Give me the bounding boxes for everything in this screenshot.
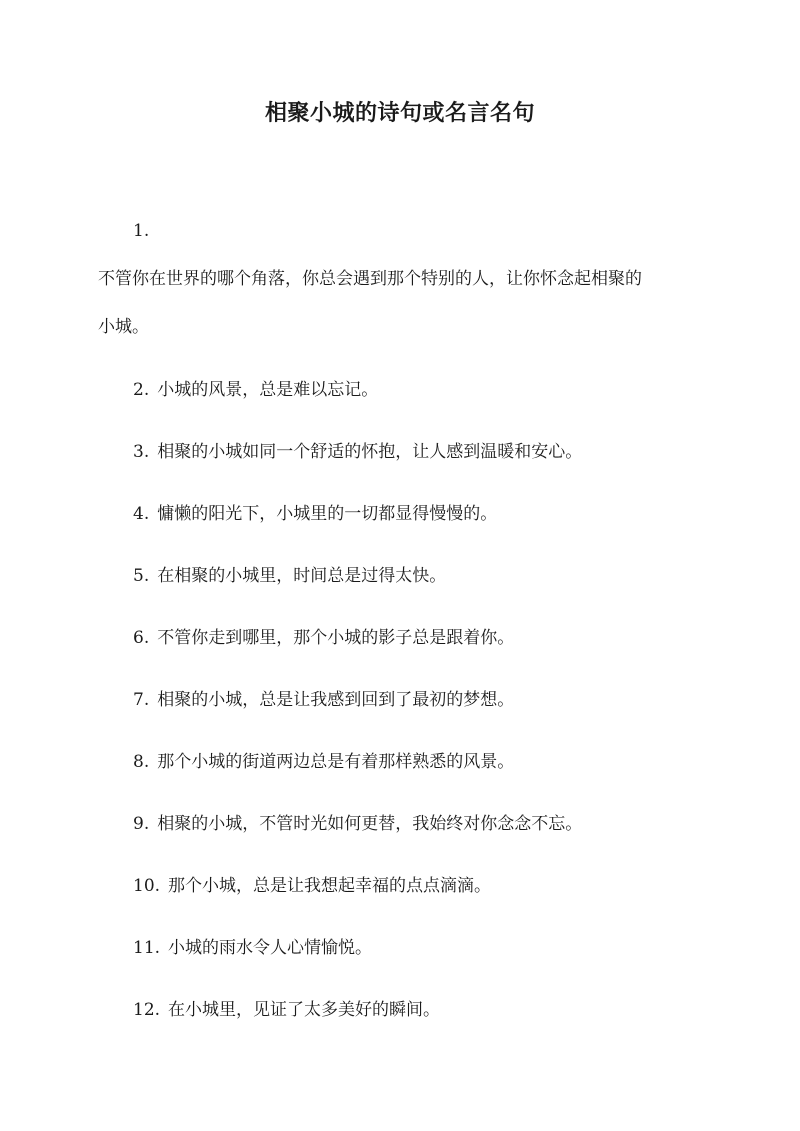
list-item bbox=[133, 688, 514, 712]
list-item bbox=[133, 502, 497, 526]
list-item-text: 相聚的小城，不管时光如何更替，我始终对你念念不忘。 bbox=[157, 814, 583, 834]
list-item-text: 小城的雨水令人心情愉悦。 bbox=[168, 938, 373, 958]
list-item bbox=[133, 750, 514, 774]
list-item-text: 在小城里，见证了太多美好的瞬间。 bbox=[168, 1000, 441, 1020]
list-item bbox=[133, 812, 582, 836]
list-item bbox=[133, 874, 491, 898]
list-item-number: 3. bbox=[133, 442, 150, 462]
list-item bbox=[133, 626, 514, 650]
list-item bbox=[133, 998, 440, 1022]
list-item-number: 4. bbox=[133, 504, 150, 524]
list-item-number: 11. bbox=[133, 938, 161, 958]
list-item bbox=[133, 378, 378, 402]
list-item-text: 小城的风景，总是难以忘记。 bbox=[157, 380, 379, 400]
list-item-number: 2. bbox=[133, 380, 150, 400]
list-item-text: 相聚的小城，总是让我感到回到了最初的梦想。 bbox=[157, 690, 515, 710]
list-item bbox=[133, 440, 582, 464]
list-item-number: 1. bbox=[133, 221, 150, 241]
document-title: 相聚小城的诗句或名言名句 bbox=[264, 100, 535, 126]
list-item-text: 相聚的小城如同一个舒适的怀抱，让人感到温暖和安心。 bbox=[157, 442, 583, 462]
list-item-number: 12. bbox=[133, 1000, 161, 1020]
list-item-text: 那个小城，总是让我想起幸福的点点滴滴。 bbox=[168, 876, 492, 896]
list-item-text: 不管你走到哪里，那个小城的影子总是跟着你。 bbox=[157, 628, 515, 648]
list-item-number: 6. bbox=[133, 628, 150, 648]
list-item-number: 7. bbox=[133, 690, 150, 710]
list-item-text: 小城。 bbox=[98, 317, 149, 337]
list-item-text: 不管你在世界的哪个角落，你总会遇到那个特别的人，让你怀念起相聚的 bbox=[98, 269, 642, 289]
list-item-text: 那个小城的街道两边总是有着那样熟悉的风景。 bbox=[157, 752, 515, 772]
list-item-number: 5. bbox=[133, 566, 150, 586]
list-item-number: 9. bbox=[133, 814, 150, 834]
list-item bbox=[133, 936, 372, 960]
list-item bbox=[133, 564, 446, 588]
list-item-number: 8. bbox=[133, 752, 150, 772]
list-item-text: 在相聚的小城里，时间总是过得太快。 bbox=[157, 566, 447, 586]
list-item-number: 10. bbox=[133, 876, 161, 896]
list-item-text: 慵懒的阳光下，小城里的一切都显得慢慢的。 bbox=[157, 504, 498, 524]
